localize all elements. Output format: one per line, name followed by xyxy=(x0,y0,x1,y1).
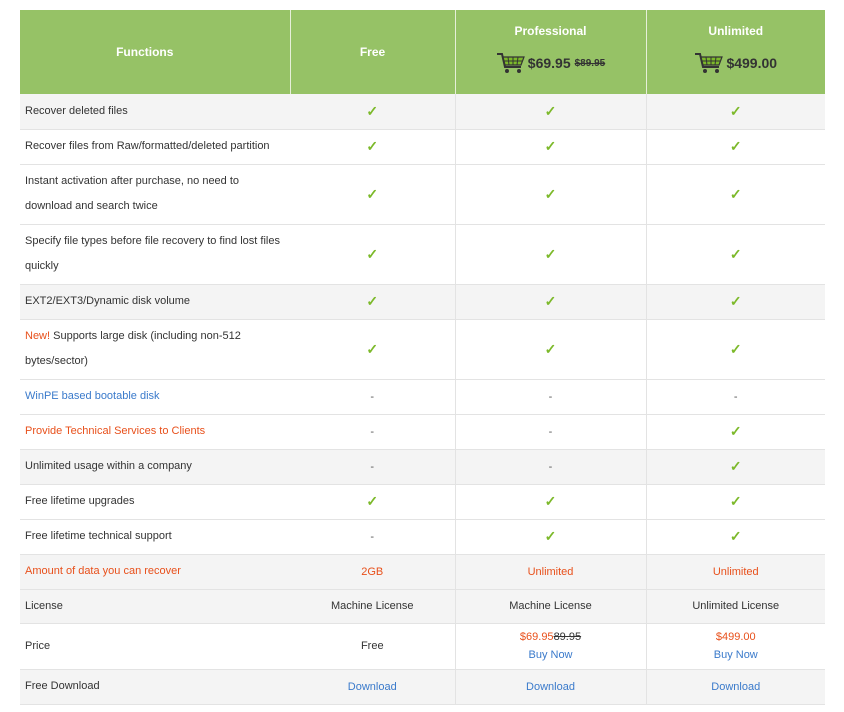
check-icon: ✓ xyxy=(366,102,379,119)
check-icon: ✓ xyxy=(544,493,557,509)
professional-cell xyxy=(455,129,646,164)
free-cell xyxy=(290,94,455,129)
professional-cell xyxy=(455,284,646,319)
table-row xyxy=(20,94,825,129)
check-icon: ✓ xyxy=(544,528,557,544)
check-icon: ✓ xyxy=(729,458,742,474)
feature-label xyxy=(20,519,290,554)
unlimited-cell xyxy=(646,284,825,319)
feature-text: Unlimited usage within a company xyxy=(25,460,192,472)
header-professional xyxy=(455,10,646,94)
check-icon: ✓ xyxy=(544,185,557,202)
professional-cell xyxy=(455,224,646,284)
feature-text: Recover files from Raw/formatted/deleted partition xyxy=(25,140,270,152)
unlimited-buy-now-link[interactable]: Buy Now xyxy=(713,649,758,661)
table-row xyxy=(20,284,825,319)
free-cell xyxy=(290,129,455,164)
table-row xyxy=(20,669,825,704)
dash-mark: - xyxy=(548,460,553,473)
feature-text: Free lifetime upgrades xyxy=(25,495,135,507)
dash-mark: - xyxy=(370,460,375,473)
table-row xyxy=(20,164,825,224)
unlimited-title: Unlimited xyxy=(708,24,764,38)
professional-old-price: $89.95 xyxy=(574,57,606,69)
professional-cell xyxy=(455,164,646,224)
table-row xyxy=(20,224,825,284)
unlimited-buy-button[interactable] xyxy=(647,52,826,74)
free-cell xyxy=(290,414,455,449)
professional-cell xyxy=(455,449,646,484)
check-icon: ✓ xyxy=(544,102,557,119)
header-row xyxy=(20,10,825,94)
unlimited-cell: Unlimited License xyxy=(646,589,825,623)
check-icon: ✓ xyxy=(544,138,557,154)
feature-text: Provide Technical Services to Clients xyxy=(25,425,206,437)
comparison-table xyxy=(20,10,825,705)
free-cell xyxy=(290,319,455,379)
check-icon: ✓ xyxy=(366,138,379,154)
unlimited-cell xyxy=(646,164,825,224)
table-row xyxy=(20,319,825,379)
check-icon: ✓ xyxy=(366,185,379,202)
free-cell xyxy=(290,379,455,414)
unlimited-cell xyxy=(646,519,825,554)
professional-row-price: $69.95 xyxy=(519,631,554,643)
table-row xyxy=(20,449,825,484)
check-icon: ✓ xyxy=(729,138,742,154)
shopping-cart-icon xyxy=(496,52,526,74)
feature-label xyxy=(20,414,290,449)
dash-mark: - xyxy=(548,425,553,438)
professional-cell xyxy=(455,319,646,379)
free-cell xyxy=(290,224,455,284)
table-row xyxy=(20,589,825,623)
professional-price-cell xyxy=(455,623,646,669)
dash-mark: - xyxy=(548,390,553,403)
table-row xyxy=(20,414,825,449)
professional-row-old-price: 89.95 xyxy=(553,631,582,643)
check-icon: ✓ xyxy=(729,528,742,544)
feature-text: Supports large disk (including non-512 bytes/sector) xyxy=(25,330,241,367)
free-cell xyxy=(290,164,455,224)
feature-label xyxy=(20,379,290,414)
check-icon: ✓ xyxy=(544,245,557,262)
professional-cell xyxy=(455,379,646,414)
check-icon: ✓ xyxy=(729,185,742,202)
dash-mark: - xyxy=(370,390,375,403)
feature-label xyxy=(20,319,290,379)
feature-label xyxy=(20,484,290,519)
professional-buy-now-link[interactable]: Buy Now xyxy=(528,649,573,661)
check-icon: ✓ xyxy=(366,293,379,309)
unlimited-download-link[interactable]: Download xyxy=(711,680,761,693)
unlimited-cell xyxy=(646,94,825,129)
check-icon: ✓ xyxy=(729,423,742,439)
free-cell xyxy=(290,484,455,519)
table-row xyxy=(20,554,825,589)
check-icon: ✓ xyxy=(729,493,742,509)
feature-text: EXT2/EXT3/Dynamic disk volume xyxy=(25,295,191,307)
feature-label xyxy=(20,224,290,284)
professional-cell: Machine License xyxy=(455,589,646,623)
check-icon: ✓ xyxy=(544,293,557,309)
unlimited-cell xyxy=(646,224,825,284)
professional-cell xyxy=(455,484,646,519)
unlimited-cell xyxy=(646,484,825,519)
shopping-cart-icon xyxy=(694,52,724,74)
free-cell: 2GB xyxy=(290,554,455,589)
unlimited-cell xyxy=(646,129,825,164)
feature-label: Amount of data you can recover xyxy=(20,554,290,589)
feature-label xyxy=(20,164,290,224)
header-functions: Functions xyxy=(20,10,290,94)
professional-buy-button[interactable] xyxy=(456,52,646,74)
feature-text: Specify file types before file recovery to find lost files quickly xyxy=(25,235,280,272)
unlimited-price: $499.00 xyxy=(726,55,778,71)
professional-cell xyxy=(455,519,646,554)
table-row xyxy=(20,379,825,414)
feature-text: Instant activation after purchase, no need to download and search twice xyxy=(25,175,240,212)
unlimited-price-cell xyxy=(646,623,825,669)
table-row xyxy=(20,623,825,669)
feature-label: Price xyxy=(20,623,290,669)
dash-mark: - xyxy=(370,530,375,543)
unlimited-cell xyxy=(646,449,825,484)
professional-price: $69.95 xyxy=(527,55,571,71)
check-icon: ✓ xyxy=(366,493,379,509)
unlimited-cell xyxy=(646,379,825,414)
table-row xyxy=(20,519,825,554)
unlimited-cell xyxy=(646,414,825,449)
professional-title: Professional xyxy=(514,24,587,38)
table-row xyxy=(20,129,825,164)
professional-download-link[interactable]: Download xyxy=(526,680,575,693)
professional-cell: Unlimited xyxy=(455,554,646,589)
check-icon: ✓ xyxy=(544,340,557,357)
feature-label: Free Download xyxy=(20,669,290,704)
unlimited-cell: Unlimited xyxy=(646,554,825,589)
free-cell: Machine License xyxy=(290,589,455,623)
check-icon: ✓ xyxy=(366,245,379,262)
feature-label xyxy=(20,94,290,129)
feature-label: License xyxy=(20,589,290,623)
feature-text: Free lifetime technical support xyxy=(25,530,172,542)
free-cell xyxy=(290,284,455,319)
free-download-link[interactable]: Download xyxy=(347,680,397,693)
check-icon: ✓ xyxy=(729,102,742,119)
header-unlimited xyxy=(646,10,825,94)
check-icon: ✓ xyxy=(366,340,379,357)
table-row xyxy=(20,484,825,519)
free-cell xyxy=(290,519,455,554)
feature-label xyxy=(20,129,290,164)
dash-mark: - xyxy=(733,390,738,403)
check-icon: ✓ xyxy=(729,293,742,309)
free-price-cell: Free xyxy=(290,623,455,669)
dash-mark: - xyxy=(370,425,375,438)
check-icon: ✓ xyxy=(729,340,742,357)
professional-cell xyxy=(455,94,646,129)
professional-cell xyxy=(455,414,646,449)
feature-text: WinPE based bootable disk xyxy=(25,390,160,402)
header-free: Free xyxy=(290,10,455,94)
unlimited-row-price: $499.00 xyxy=(715,631,756,643)
new-badge: New! xyxy=(25,330,51,342)
feature-label xyxy=(20,284,290,319)
unlimited-cell xyxy=(646,319,825,379)
free-cell xyxy=(290,449,455,484)
feature-label xyxy=(20,449,290,484)
check-icon: ✓ xyxy=(729,245,742,262)
feature-text: Recover deleted files xyxy=(25,104,128,117)
